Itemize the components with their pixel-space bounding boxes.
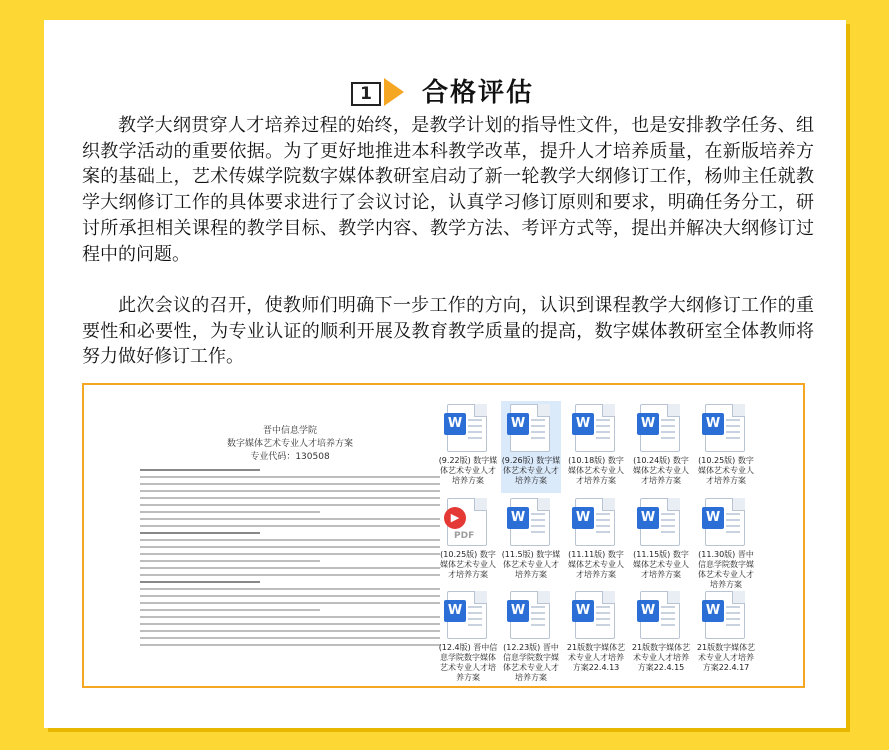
file-name: (10.24版) 数字媒体艺术专业人才培养方案	[633, 456, 689, 485]
doc-text-line	[140, 539, 440, 541]
word-doc-icon: W	[705, 591, 745, 639]
screenshot-image	[82, 383, 805, 688]
word-doc-icon: W	[575, 591, 615, 639]
file-item[interactable]	[566, 588, 626, 680]
doc-text-line	[140, 581, 260, 583]
word-doc-icon: W	[575, 498, 615, 546]
file-item[interactable]	[438, 495, 498, 587]
file-name: (11.11版) 数字媒体艺术专业人才培养方案	[568, 550, 624, 579]
doc-text-line	[140, 490, 440, 492]
doc-text-line	[140, 588, 440, 590]
pdf-doc-icon: ▶ PDF	[447, 498, 487, 546]
document-preview	[140, 425, 440, 675]
doc-text-line	[140, 525, 440, 527]
file-name: (12.4版) 晋中信息学院数字媒体艺术专业人才培养方案	[438, 643, 498, 682]
file-name: (11.30版) 晋中信息学院数字媒体艺术专业人才培养方案	[698, 550, 754, 589]
file-item[interactable]	[501, 588, 561, 680]
file-name: (11.5版) 数字媒体艺术专业人才培养方案	[501, 550, 561, 579]
doc-text-line	[140, 602, 440, 604]
file-name: 21版数字媒体艺术专业人才培养方案22.4.15	[631, 643, 691, 672]
doc-text-line	[140, 630, 440, 632]
doc-text-line	[140, 497, 440, 499]
file-name: (10.25版) 数字媒体艺术专业人才培养方案	[440, 550, 496, 579]
file-name: (10.18版) 数字媒体艺术专业人才培养方案	[568, 456, 624, 485]
file-item[interactable]	[631, 495, 691, 587]
file-name: 21版数字媒体艺术专业人才培养方案22.4.17	[696, 643, 756, 672]
doc-text-line	[140, 567, 440, 569]
doc-text-line	[140, 532, 260, 534]
doc-text-line	[140, 553, 440, 555]
file-name: (9.22版) 数字媒体艺术专业人才培养方案	[438, 456, 498, 485]
doc-text-line	[140, 476, 440, 478]
file-item[interactable]	[566, 495, 626, 587]
file-name: (10.25版) 数字媒体艺术专业人才培养方案	[698, 456, 754, 485]
word-doc-icon: W	[705, 498, 745, 546]
file-name: (11.15版) 数字媒体艺术专业人才培养方案	[633, 550, 689, 579]
word-doc-icon: W	[447, 404, 487, 452]
file-grid	[438, 401, 758, 681]
word-doc-icon: W	[575, 404, 615, 452]
doc-text-line	[140, 637, 440, 639]
word-doc-icon: W	[510, 404, 550, 452]
word-doc-icon: W	[447, 591, 487, 639]
word-doc-icon: W	[640, 591, 680, 639]
file-item[interactable]	[631, 401, 691, 493]
doc-text-line	[140, 511, 320, 513]
doc-text-line	[140, 574, 440, 576]
doc-text-line	[140, 623, 440, 625]
doc-code: 专业代码：130508	[250, 452, 330, 462]
doc-text-line	[140, 469, 260, 471]
doc-text-line	[140, 560, 320, 562]
doc-text-line	[140, 546, 440, 548]
word-doc-icon: W	[705, 404, 745, 452]
doc-text-line	[140, 595, 440, 597]
body-paragraph-2: 此次会议的召开，使教师们明确下一步工作的方向，认识到课程教学大纲修订工作的重要性和必要性，为专业认证的顺利开展及教育教学质量的提高，数字媒体教研室全体教师将努力做好修订工作。	[82, 295, 814, 368]
section-title: 合格评估	[422, 78, 535, 108]
file-item[interactable]	[501, 401, 561, 493]
section-number: 1	[351, 82, 381, 106]
doc-school: 晋中信息学院	[262, 426, 317, 436]
word-doc-icon: W	[640, 498, 680, 546]
doc-text-line	[140, 504, 440, 506]
file-name: (9.26版) 数字媒体艺术专业人才培养方案	[501, 456, 561, 485]
file-item[interactable]	[501, 495, 561, 587]
content-card	[44, 20, 846, 728]
word-doc-icon: W	[510, 591, 550, 639]
doc-text-line	[140, 616, 440, 618]
file-item[interactable]	[566, 401, 626, 493]
file-name: 21版数字媒体艺术专业人才培养方案22.4.13	[566, 643, 626, 672]
file-item[interactable]	[438, 588, 498, 680]
doc-text-line	[140, 644, 440, 646]
file-item[interactable]	[696, 588, 756, 680]
section-heading	[44, 68, 846, 108]
doc-text-lines	[140, 469, 440, 646]
body-paragraph-1: 教学大纲贯穿人才培养过程的始终，是教学计划的指导性文件，也是安排教学任务、组织教学活动的重要依据。为了更好地推进本科教学改革，提升人才培养质量，在新版培养方案的基础上，艺术传媒学院数字媒体教研室启动了新一轮教学大纲修订工作，杨帅主任就教学大纲修订工作的具体要求进行了会议讨论，认真学习修订原则和要求，明确任务分工，研讨所承担相关课程的教学目标、教学内容、教学方法、考评方式等，提出并解决大纲修订过程中的问题。	[82, 115, 814, 265]
file-item[interactable]	[696, 495, 756, 587]
doc-text-line	[140, 518, 440, 520]
file-name: (12.23版) 晋中信息学院数字媒体艺术专业人才培养方案	[503, 643, 559, 682]
doc-title: 数字媒体艺术专业人才培养方案	[226, 439, 353, 449]
file-item[interactable]	[631, 588, 691, 680]
doc-text-line	[140, 483, 440, 485]
arrow-right-icon	[384, 78, 404, 106]
doc-text-line	[140, 609, 320, 611]
word-doc-icon: W	[640, 404, 680, 452]
file-item[interactable]	[696, 401, 756, 493]
word-doc-icon: W	[510, 498, 550, 546]
file-item[interactable]	[438, 401, 498, 493]
